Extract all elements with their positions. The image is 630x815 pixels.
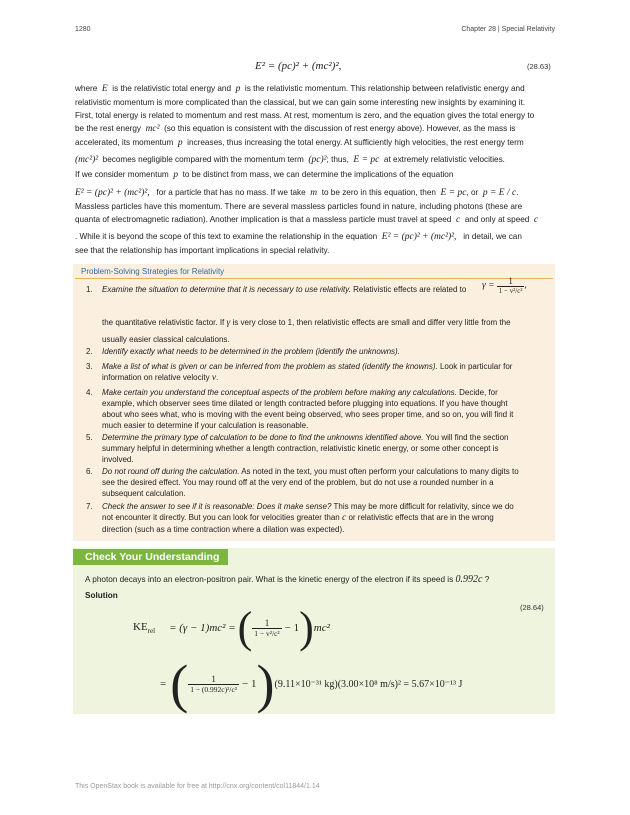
text: much easier to determine if your calculation is reasonable. <box>102 421 309 430</box>
paragraph-2 <box>75 168 553 257</box>
solution-label: Solution <box>85 591 118 600</box>
math-p: p <box>235 84 241 94</box>
mc2: mc² <box>313 622 330 634</box>
text: quanta of electromagnetic radiation). Another implication is that a massless particle must travel at speed <box>75 215 452 224</box>
text: Decide, for <box>459 388 498 397</box>
gamma-expression: = (γ − 1)mc² = <box>169 622 236 634</box>
p2-line4 <box>75 213 553 227</box>
paragraph-1 <box>75 82 553 167</box>
text: direction (such as a time contraction where a dilation was expected). <box>102 525 345 534</box>
item-number: 6. <box>86 467 93 476</box>
text: to be distinct from mass, we can determine the implications of the equation <box>182 170 454 179</box>
item-text <box>102 317 548 345</box>
strategy-item-2 <box>86 346 548 357</box>
strategy-item-3 <box>86 361 548 384</box>
p2-line1 <box>75 168 553 182</box>
math-c: c <box>533 215 539 225</box>
item-italic: Do not round off during the calculation. <box>102 467 240 476</box>
equation-28-63: E² = (pc)² + (mc²)², <box>255 60 342 72</box>
text: the quantitative relativistic factor. If <box>102 318 225 327</box>
math-gamma: γ = <box>482 280 495 291</box>
math-m: m <box>310 188 318 198</box>
fraction-denominator: 1 − v²/c² <box>498 287 523 295</box>
item-text <box>102 466 548 499</box>
item-italic: Determine the primary type of calculation to be done to find the unknowns identified above. <box>102 433 424 442</box>
strategy-item-5 <box>86 432 548 465</box>
strategies-title: Problem-Solving Strategies for Relativity <box>81 267 225 276</box>
fraction-numerator: 1 <box>188 674 239 685</box>
item-text <box>102 361 548 384</box>
text: or relativistic effects that are in the wrong <box>348 513 494 522</box>
text: As noted in the text, you must often perform your calculations to many digits to <box>241 467 519 476</box>
item-number: 7. <box>86 502 93 511</box>
p1-line6 <box>75 153 553 167</box>
equation-number-28-64: (28.64) <box>520 603 544 612</box>
strategy-item-6 <box>86 466 548 499</box>
item-number: 3. <box>86 362 93 371</box>
footer-note: This OpenStax book is available for free at http://cnx.org/content/col11844/1.14 <box>75 783 320 790</box>
ke-text: KE <box>133 620 148 633</box>
page-number: 1280 <box>75 26 91 33</box>
strategy-item-7 <box>86 501 548 535</box>
math-energy-equation: E² = (pc)² + (mc²)², <box>75 188 150 198</box>
text: ; thus, <box>326 155 349 164</box>
text: ? <box>484 575 490 584</box>
math-speed: 0.992c <box>455 574 483 585</box>
ke-equation-line-2 <box>160 654 462 714</box>
item-text <box>102 432 548 465</box>
math-v: v <box>211 373 217 383</box>
numeric-result: (9.11×10⁻³¹ kg)(3.00×10⁸ m/s)² = 5.67×10⁻¹³ J <box>274 678 463 690</box>
text: This may be more difficult for relativity, since we do <box>333 502 514 511</box>
item-italic: Check the answer to see if it is reasonable: Does it make sense? <box>102 502 332 511</box>
equals: = <box>160 678 167 690</box>
p2-line5 <box>75 230 553 244</box>
text: example, which observer sees time dilated or length contracted before plugging into equations. If you have thought <box>102 399 508 408</box>
text: not encounter it directly. But you can look for velocities greater than <box>102 513 340 522</box>
text: subsequent calculation. <box>102 489 186 498</box>
text: increases, thus increasing the total energy. At sufficiently high velocities, the rest energy term <box>187 138 524 147</box>
text: usually easier classical calculations. <box>102 335 230 344</box>
gamma-formula: γ = $\frac{1}{\text{1 − v²/c²}}$ , <box>482 276 527 295</box>
math-c: c <box>455 215 461 225</box>
item-text <box>102 501 548 535</box>
fraction-denominator: 1 − (0.992c)²/c² <box>190 685 238 694</box>
math-p: p <box>177 138 183 148</box>
p2-line6: see that the relationship has important implications in special relativity. <box>75 246 330 255</box>
text: If we consider momentum <box>75 170 169 179</box>
p2-line2 <box>75 186 553 200</box>
text: . While it is beyond the scope of this text to examine the relationship in the equation <box>75 232 378 241</box>
ke-equation-line-1 <box>133 603 330 653</box>
math-pc-squared: (pc)² <box>308 155 327 165</box>
left-paren: ( <box>170 654 189 714</box>
minus-one: − 1 <box>284 622 300 634</box>
gamma-fraction <box>497 276 525 295</box>
ke-subscript: rel <box>147 627 156 636</box>
item-text <box>102 387 548 431</box>
math-E: E <box>101 84 108 94</box>
strategy-item-4 <box>86 387 548 431</box>
text: where <box>75 84 98 93</box>
text: (so this equation is consistent with the discussion of rest energy above). However, as the mass is <box>164 124 516 133</box>
item-italic: Make certain you understand the conceptual aspects of the problem before making any calculations. <box>102 388 457 397</box>
text: . <box>216 373 219 382</box>
check-understanding-title: Check Your Understanding <box>73 549 228 565</box>
math-E-pc: E = pc <box>353 155 380 165</box>
math-p: p <box>173 170 179 180</box>
math-p-E-c: p = E / c <box>482 188 517 198</box>
item-italic: Examine the situation to determine that it is necessary to use relativity. <box>102 285 351 294</box>
text: for a particle that has no mass. If we take <box>156 188 306 197</box>
text: Look in particular for <box>439 362 513 371</box>
item-number: 1. <box>86 285 93 294</box>
text: information on relative velocity <box>102 373 210 382</box>
text: at extremely relativistic velocities. <box>383 155 505 164</box>
text: and only at speed <box>464 215 530 224</box>
check-question <box>85 574 489 585</box>
ke-label <box>133 621 155 635</box>
p1-line5 <box>75 136 553 150</box>
text: in detail, we can <box>463 232 522 241</box>
right-paren: ) <box>256 654 275 714</box>
p1-line4 <box>75 122 553 136</box>
math-gamma: γ <box>226 318 231 328</box>
fraction-2 <box>188 674 239 694</box>
math-E-pc: E = pc <box>440 188 467 198</box>
math-mc2: mc² <box>145 124 160 134</box>
text: involved. <box>102 455 134 464</box>
text: becomes negligible compared with the momentum term <box>102 155 304 164</box>
fraction-numerator: 1 <box>252 618 281 629</box>
text: to be zero in this equation, then <box>321 188 436 197</box>
strategy-item-1-cont <box>86 317 548 345</box>
text: , or <box>466 188 479 197</box>
p1-line2: relativistic momentum is more complicated than the classical, but we can gain some interesting new insights by examining it. <box>75 98 526 107</box>
item-number: 5. <box>86 433 93 442</box>
fraction-denominator: 1 − v²/c² <box>254 629 280 638</box>
p1-line1 <box>75 82 553 96</box>
equation-number-28-63: (28.63) <box>527 62 551 71</box>
minus-one: − 1 <box>242 678 257 690</box>
fraction-1 <box>252 618 281 638</box>
math-energy-equation: E² = (pc)² + (mc²)², <box>381 232 457 242</box>
strategy-item-1 <box>86 284 548 295</box>
item-number: 4. <box>86 388 93 397</box>
text: You will find the section <box>425 433 509 442</box>
fraction-numerator: 1 <box>497 276 525 287</box>
p2-line3: Massless particles have this momentum. There are several massless particles found in nature, including photons (these are <box>75 202 523 211</box>
item-italic: Make a list of what is given or can be inferred from the problem as stated (identify the knowns). <box>102 362 438 371</box>
text: is the relativistic total energy and <box>112 84 232 93</box>
text: see the desired effect. You may round off at the very end of the problem, but do not use a rounded number in a <box>102 478 494 487</box>
item-italic: Identify exactly what needs to be determined in the problem (identify the unknowns). <box>102 347 400 356</box>
text: summary helpful in determining whether a length contraction, relativistic kinetic energy, or some other concept is <box>102 444 499 453</box>
math-mc2-squared: (mc²)² <box>75 155 99 165</box>
left-paren: ( <box>237 603 253 652</box>
text: about who sees what, who is moving with the event being observed, who sees proper time, and so on, you will find it <box>102 410 514 419</box>
text: is the relativistic momentum. This relationship between relativistic energy and <box>244 84 525 93</box>
right-paren: ) <box>299 603 314 652</box>
text: accelerated, its momentum <box>75 138 174 147</box>
math-c: c <box>342 513 347 523</box>
text: A photon decays into an electron-positron pair. What is the kinetic energy of the electron if its speed is <box>85 575 454 584</box>
chapter-title: Chapter 28 | Special Relativity <box>461 26 555 33</box>
p1-line3: First, total energy is related to momentum and rest mass. At rest, momentum is zero, and the equation gives the total energy to <box>75 111 535 120</box>
text: be the rest energy <box>75 124 141 133</box>
item-number: 2. <box>86 347 93 356</box>
text: Relativistic effects are related to <box>353 285 467 294</box>
text: . <box>516 188 519 197</box>
text: is very close to 1, then relativistic effects are small and differ very little from the <box>232 318 511 327</box>
